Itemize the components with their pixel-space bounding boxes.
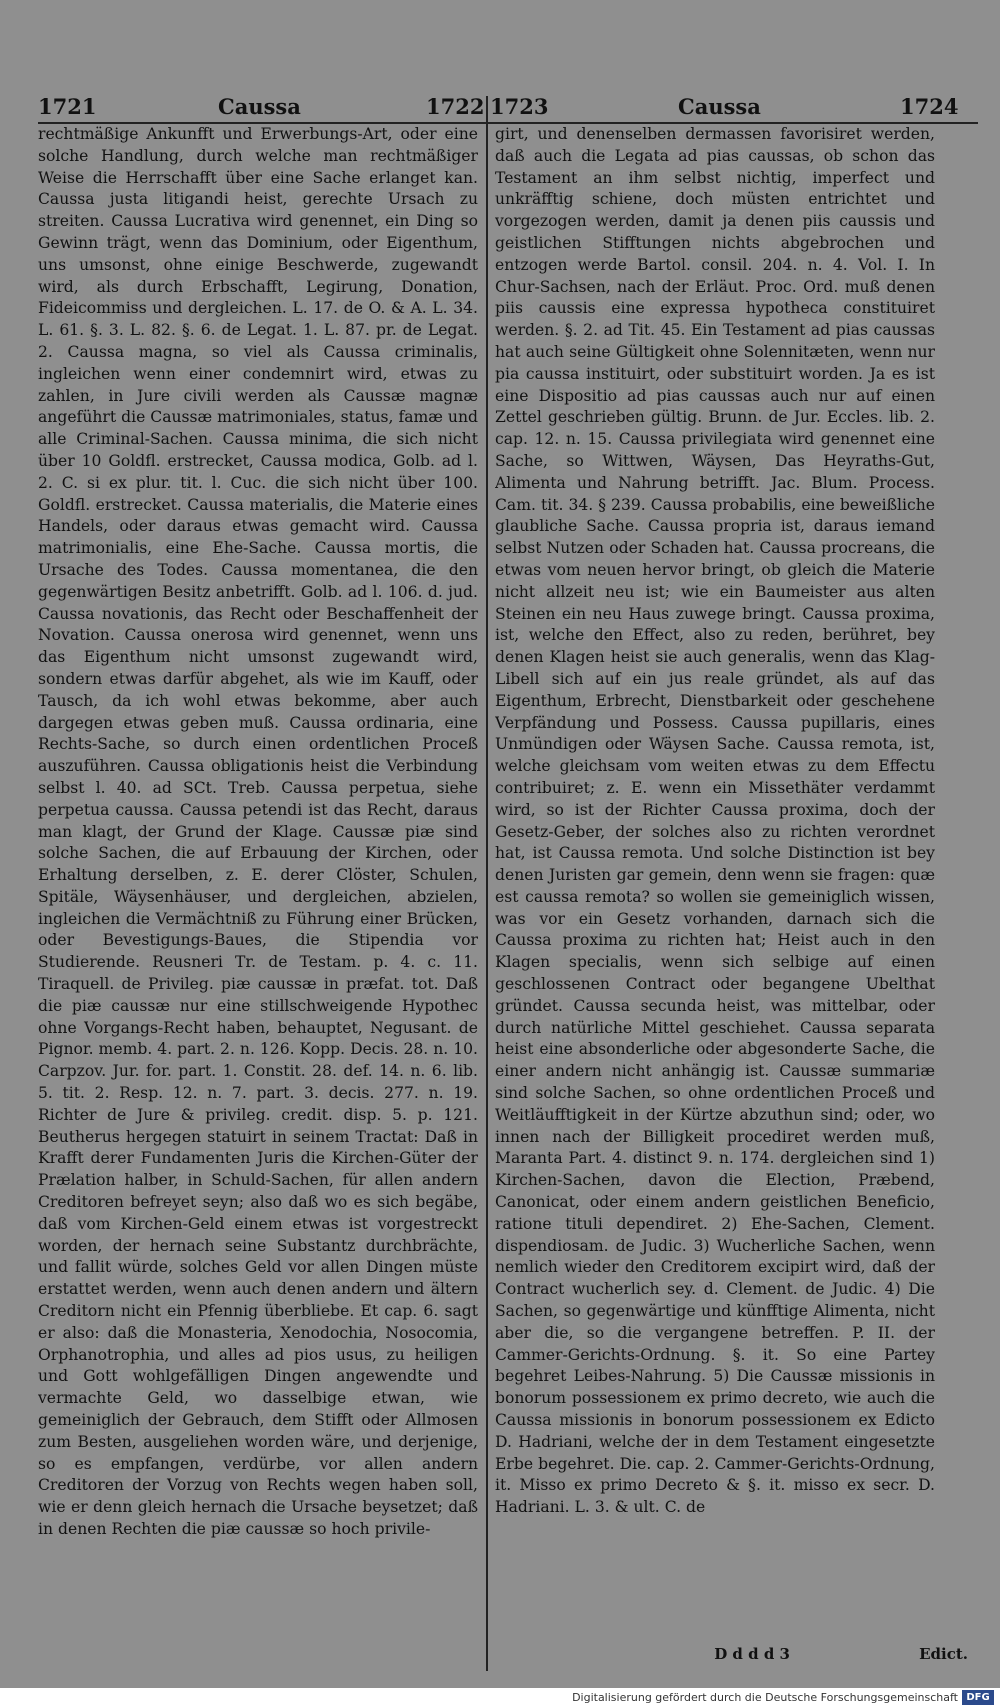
page-number-1723: 1723 [490, 94, 549, 119]
attribution-text: Digitalisierung gefördert durch die Deutsche Forschungsgemeinschaft [572, 1691, 958, 1704]
column-divider [486, 96, 488, 1671]
running-header [38, 88, 978, 124]
page-number-1721: 1721 [38, 94, 97, 119]
column-left-text: rechtmäßige Ankunfft und Erwerbungs-Art, oder eine solche Handlung, durch welche man rechtmäßiger Weise die Herrschafft über eine Sache erlanget kan. Caussa justa litigandi heist, gerechte Ursach zu streiten. Caussa Lucrativa wird genennet, ein Ding so Gewinn trägt, wenn das Dominium, oder Eigenthum, uns umsonst, ohne einige Beschwerde, zugewandt wird, als durch Erbschafft, Legirung, Donation, Fideicommiss und dergleichen. L. 17. de O. & A. L. 34. L. 61. §. 3. L. 82. §. 6. de Legat. 1. L. 87. pr. de Legat. 2. Caussa magna, so viel als Caussa criminalis, ingleichen wenn einer condemnirt wird, etwas zu zahlen, in Jure civili werden als Caussæ magnæ angeführt die Caussæ matrimoniales, status, famæ und alle Criminal-Sachen. Caussa minima, die sich nicht über 10 Goldfl. erstrecket, Caussa modica, Golb. ad l. 2. C. si ex plur. tit. l. Cuc. die sich nicht über 100. Goldfl. erstrecket. Caussa materialis, die Materie eines Handels, oder daraus etwas gemacht wird. Caussa matrimonialis, eine Ehe-Sache. Caussa mortis, die Ursache des Todes. Caussa momentanea, die den gegenwärtigen Besitz anbetrifft. Golb. ad l. 106. d. jud. Caussa novationis, das Recht oder Beschaffenheit der Novation. Caussa onerosa wird genennet, wenn uns das Eigenthum nicht umsonst zugewandt wird, sondern etwas darfür abgehet, als wie im Kauff, oder Tausch, da ich wohl etwas bekomme, aber auch dargegen etwas geben muß. Caussa ordinaria, eine Rechts-Sache, so durch einen ordentlichen Proceß auszuführen. Caussa obligationis heist die Verbindung selbst l. 40. ad SCt. Treb. Caussa perpetua, siehe perpetua caussa. Caussa petendi ist das Recht, daraus man klagt, der Grund der Klage. Caussæ piæ sind solche Sachen, die auf Erbauung der Kirchen, oder Erhaltung derselben, z. E. derer Clöster, Schulen, Spitäle, Wäysenhäuser, und dergleichen, abzielen, ingleichen die Vermächtniß zu Führung einer Brücken, oder Bevestigungs-Baues, die Stipendia vor Studierende. Reusneri Tr. de Testam. p. 4. c. 11. Tiraquell. de Privileg. piæ caussæ in præfat. tot. Daß die piæ caussæ nur eine stillschweigende Hypothec ohne Vorgangs-Recht haben, behauptet, Negusant. de Pignor. memb. 4. part. 2. n. 126. Kopp. Decis. 28. n. 10. Carpzov. Jur. for. part. 1. Constit. 28. def. 14. n. 6. lib. 5. tit. 2. Resp. 12. n. 7. part. 3. decis. 277. n. 19. Richter de Jure & privileg. credit. disp. 5. p. 121. Beutherus hergegen statuirt in seinem Tractat: Daß in Krafft derer Fundamenten Juris die Kirchen-Güter der Prælation halber, in Schuld-Sachen, für allen andern Creditoren befreyet seyn; also daß wo es sich begäbe, daß vom Kirchen-Geld einem etwas ist vorgestreckt worden, der hernach seine Substantz durchbrächte, und fallit würde, solches Geld vor allen Dingen müste erstattet werden, wenn auch denen andern und ältern Creditorn nicht ein Pfennig überbliebe. Et cap. 6. sagt er also: daß die Monasteria, Xenodochia, Nosocomia, Orphanotrophia, und alles ad pios usus, zu heiligen und Gott wohlgefälligen Dingen angewendte und vermachte Geld, wo dasselbige etwan, wie gemeiniglich der Gebrauch, dem Stifft oder Allmosen zum Besten, ausgeliehen worden wäre, und derjenige, so es empfangen, verdürbe, vor allen andern Creditoren der Vorzug von Rechts wegen haben soll, wie er denn gleich hernach die Ursache beysetzet; daß in denen Rechten die piæ caussæ so hoch privile- [38, 125, 478, 1538]
catchword: Edict. [919, 1645, 968, 1663]
header-title-right: Caussa [678, 94, 761, 119]
column-right-text: girt, und denenselben dermassen favorisiret werden, daß auch die Legata ad pias caussas, ob schon das Testament an ihm selbst nichtig, imperfect und unkräfftig schiene, doch müsten entrichtet und vorgezogen werden, damit ja denen piis caussis und geistlichen Stifftungen nichts abgebrochen und entzogen werde Bartol. consil. 204. n. 4. Vol. I. In Chur-Sachsen, nach der Erläut. Proc. Ord. muß denen piis caussis eine expressa hypotheca constituiret werden. §. 2. ad Tit. 45. Ein Testament ad pias caussas hat auch seine Gültigkeit ohne Solennitæten, wenn nur pia caussa instituirt, oder substituirt worden. Ja es ist eine Dispositio ad pias caussas auch nur auf einen Zettel geschrieben gültig. Brunn. de Jur. Eccles. lib. 2. cap. 12. n. 15. Caussa privilegiata wird genennet eine Sache, so Wittwen, Wäysen, Das Heyraths-Gut, Alimenta und Nahrung betrifft. Jac. Blum. Process. Cam. tit. 34. § 239. Caussa probabilis, eine beweißliche glaubliche Sache. Caussa propria ist, daraus iemand selbst Nutzen oder Schaden hat. Caussa procreans, die etwas vom neuen hervor bringt, ob gleich die Materie nicht allzeit neu ist; wie ein Baumeister aus alten Steinen ein neu Haus zuwege bringt. Caussa proxima, ist, welche den Effect, also zu reden, berühret, bey denen Klagen heist sie auch generalis, wenn das Klag-Libell sich auf ein jus reale gründet, als auf das Eigenthum, Erbrecht, Dienstbarkeit oder geschehene Verpfändung und Possess. Caussa pupillaris, eines Unmündigen oder Wäysen Sache. Caussa remota, ist, welche gleichsam vom weiten etwas zu dem Effectu contribuiret; z. E. wenn ein Missethäter verdammt wird, so ist der Richter Caussa proxima, doch der Gesetz-Geber, der solches also zu richten verordnet hat, ist Caussa remota. Und solche Distinction ist bey denen Juristen gar gemein, denn wenn sie fragen: quæ est caussa remota? so wollen sie gemeiniglich wissen, was vor ein Gesetz vorhanden, darnach sich die Caussa proxima zu richten hat; Heist auch in den Klagen specialis, wenn sich selbige auf einen geschlossenen Contract oder begangene Ubelthat gründet. Caussa secunda heist, was mittelbar, oder durch natürliche Mittel geschiehet. Caussa separata heist eine absonderliche oder abgesonderte Sache, die einer andern nicht anhängig ist. Caussæ summariæ sind solche Sachen, so ohne ordentlichen Proceß und Weitläufftigkeit in der Kürtze abzuthun sind; oder, wo innen nach der Billigkeit procediret werden muß, Maranta Part. 4. distinct 9. n. 174. dergleichen sind 1) Kirchen-Sachen, davon die Election, Præbend, Canonicat, oder einem andern geistlichen Beneficio, ratione tituli dependiret. 2) Ehe-Sachen, Clement. dispendiosam. de Judic. 3) Wucherliche Sachen, wenn nemlich wieder den Creditorem excipirt wird, daß der Contract wucherlich sey. d. Clement. de Judic. 4) Die Sachen, so gegenwärtige und künfftige Alimenta, nicht aber die, so die vergangene betreffen. P. II. der Cammer-Gerichts-Ordnung. §. it. So eine Partey begehret Leibes-Nahrung. 5) Die Caussæ missionis in bonorum possessionem ex primo decreto, wie auch die Caussa missionis in bonorum possessionem ex Edicto D. Hadriani, welche der in dem Testament eingesetzte Erbe begehret. Die. cap. 2. Cammer-Gerichts-Ordnung, it. Misso ex primo Decreto & §. it. misso ex secr. D. Hadriani. L. 3. & ult. C. de [495, 125, 935, 1517]
header-title-left: Caussa [218, 94, 301, 119]
dfg-logo: DFG [962, 1690, 994, 1705]
attribution-bar [0, 1688, 1000, 1708]
page-number-1722: 1722 [426, 94, 485, 119]
page-number-1724: 1724 [900, 94, 959, 119]
signature-mark: D d d d 3 [714, 1645, 790, 1663]
